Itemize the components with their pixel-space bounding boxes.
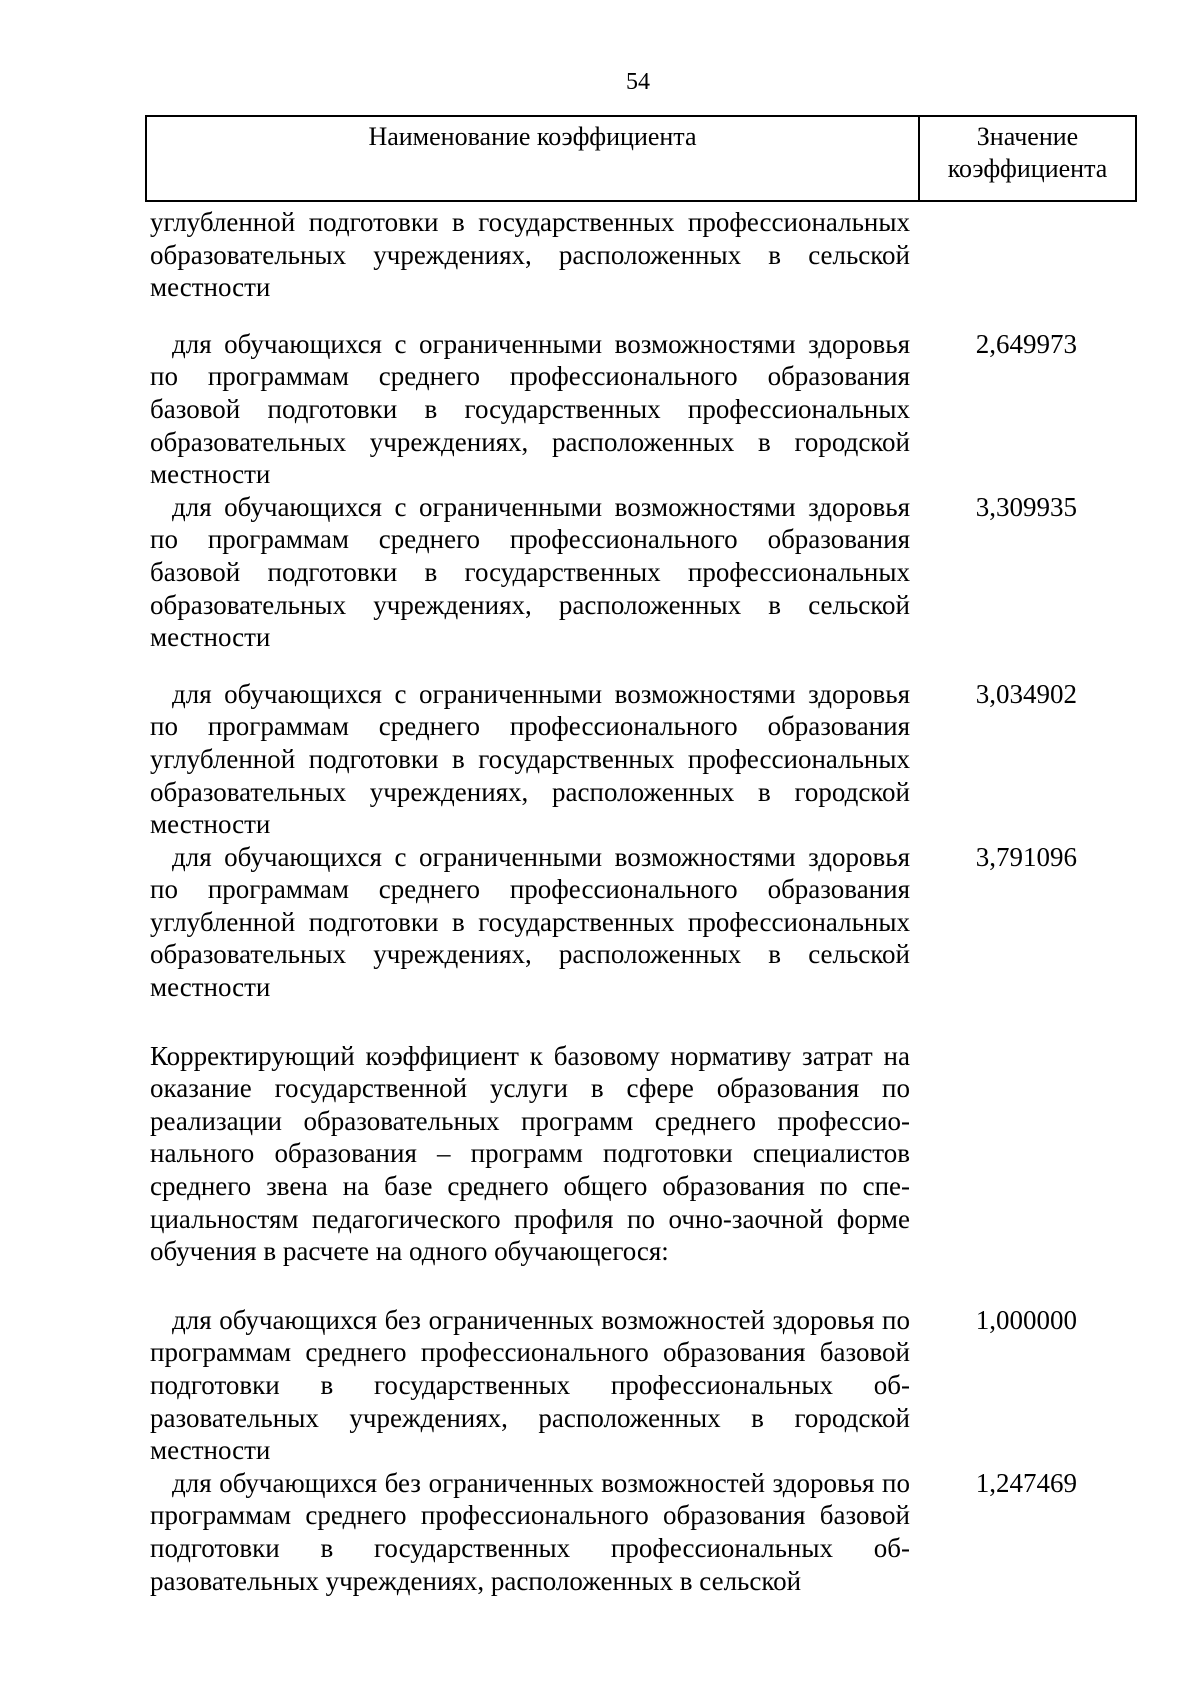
page-number: 54 (626, 69, 650, 95)
table-row (150, 678, 1135, 841)
table-row (150, 1304, 1135, 1467)
table-row-section-heading (150, 1040, 1135, 1268)
table-header (145, 115, 1137, 202)
header-value-column (920, 117, 1135, 200)
row-value: 3,034902 (975, 678, 1077, 709)
section-heading: Корректирующий коэффициент к базовому нормативу затрат на оказание государственной услуги в сфере образования по реализации образовательных программ среднего профессионального образования – программ подготовки специалистов среднего звена на базе среднего общего образования по специальностям педагогического профиля по очно-заочной форме обучения в расчете на одного обучающегося: (150, 1040, 910, 1267)
row-description: углубленной подготовки в государственных профессиональных образовательных учреждениях, расположенных в сельской местности (150, 207, 910, 303)
row-description: для обучающихся без ограниченных возможностей здоровья по программам среднего профессионального образования базовой подготовки в государственных профессиональных образовательных учреждениях, расположенных в сельской (150, 1467, 910, 1596)
table-row (150, 1467, 1135, 1597)
row-value: 2,649973 (975, 328, 1077, 359)
row-value: 1,000000 (975, 1304, 1077, 1335)
header-value-line1: Значение (976, 122, 1079, 151)
table-row (150, 206, 1135, 304)
row-description: для обучающихся без ограниченных возможностей здоровья по программам среднего профессионального образования базовой подготовки в государственных профессиональных образовательных учреждениях, расположенных в городской местности (150, 1304, 910, 1466)
row-value: 1,247469 (975, 1467, 1077, 1498)
coefficient-table-body (150, 206, 1135, 1597)
row-description: для обучающихся с ограниченными возможностями здоровья по программам среднего профессионального образования базовой подготовки в государственных профессиональных образовательных учреждениях, расположенных в городской местности (150, 328, 910, 490)
header-value-line2: коэффициента (947, 154, 1108, 183)
row-value: 3,791096 (975, 841, 1077, 872)
row-description: для обучающихся с ограниченными возможностями здоровья по программам среднего профессионального образования углубленной подготовки в государственных профессиональных образовательных учреждениях, расположенных в городской местности (150, 678, 910, 840)
header-name-column: Наименование коэффициента (147, 117, 920, 200)
row-description: для обучающихся с ограниченными возможностями здоровья по программам среднего профессионального образования углубленной подготовки в государственных профессиональных образовательных учреждениях, расположенных в сельской местности (150, 841, 910, 1003)
table-row (150, 491, 1135, 654)
row-value: 3,309935 (975, 491, 1077, 522)
table-row (150, 328, 1135, 491)
row-description: для обучающихся с ограниченными возможностями здоровья по программам среднего профессионального образования базовой подготовки в государственных профессиональных образовательных учреждениях, расположенных в сельской местности (150, 491, 910, 653)
table-row (150, 841, 1135, 1004)
